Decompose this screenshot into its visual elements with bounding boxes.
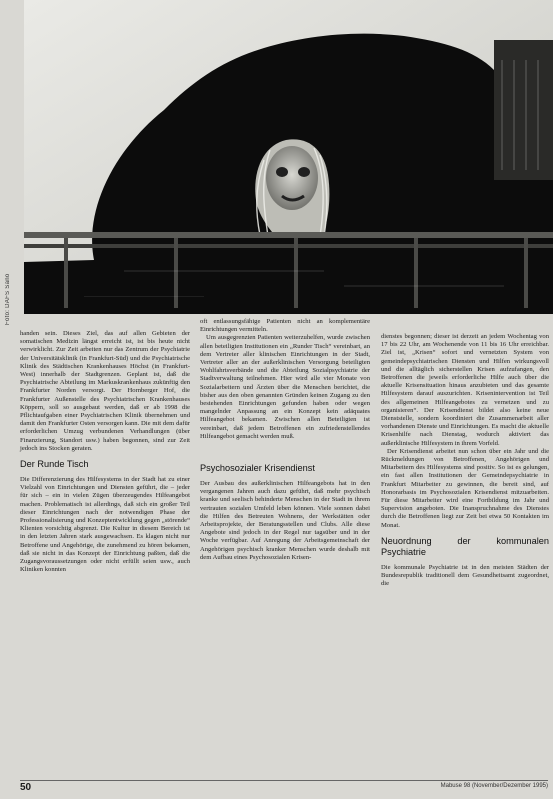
section-heading-neuordnung: Neuordnung der kommunalen Psychiatrie: [381, 535, 549, 557]
paragraph: dienstes begonnen; dieser ist derzeit an jedem Wochentag von 17 bis 22 Uhr, am Wochenende von 11 bis 16 Uhr erreichbar. Ziel ist, „Krisen“ sofort und vernetzten System von gemeindepsychiatrischen Diensten und Hilfen wirkungsvoll und die alltäglich sicherstellen Krisen aufzufangen, den Betroffenen die jeweils erforderliche Hilfe auch über die aktuelle Krisensituation hinaus anzubieten und das gesamte Hilfesystem darauf auszurichten. Krisenintervention ist Teil des allgemeinen Hilfeangebotes zu vernetzen und zu organisieren“. Der Krisendienst bildet also keine neue Dienststelle, sondern koordiniert die Zusammenarbeit aller vorhandenen Dienste und Einrichtungen. Es macht die aktuelle Krisenhilfe nach Dienstag, wodurch aktiviert das außerklinische Hilfesystem in ihrem Vorfeld.: [381, 333, 549, 447]
page-number: 50: [20, 782, 32, 793]
photo-credit: Foto: DAFS Sano: [5, 273, 11, 325]
paragraph: oft entlassungsfähige Patienten nicht an komplementäre Einrichtungen vermitteln.: [200, 318, 370, 334]
paragraph: Der Ausbau des außerklinischen Hilfeangebots hat in den vergangenen Jahren auch dazu geführt, daß mehr psychisch kranke und seelisch behinderte Menschen in der Stadt in ihrem vertrauten sozialen Umfeld leben können. Viele sonnen dabei die Hilfen des Betreuten Wohnens, der Werkstätten oder Arbeitsprojekte, der Beratungsstellen und Clubs. Alle diese Angebote sind jedoch in der Regel nur tagsüber und in der Woche verfügbar. Auf Anregung der Arbeitsgemeinschaft der Angehörigen psychisch kranker Menschen wurde deshalb mit dem Aufbau eines Psychosozialen Krisen-: [200, 480, 370, 561]
text-column-1: [20, 330, 190, 574]
paragraph: Um ausgegrenzten Patienten weiterzuhelfen, wurde zwischen allen beteiligten Institutionen ein „Runder Tisch“ vereinbart, an dem Vertreter aller klinischen Einrichtungen in der Stadt, Vertreter aller an der außerklinischen Versorgung beteiligten Wohlfahrtsverbände und die Abteilung Sozialpsychiatrie der Stadtverwaltung teilnehmen. Hier wird alle vier Monate von Sozialarbeitern und Ärzten über die Menschen berichtet, die bisher aus den oben genannten Gründen keinen Zugang zu den bestehenden Einrichtungen gefunden haben oder wegen mangelnder Anpassung an ein Konzept kein adäquates Hilfeangebot bekamen. Zwischen allen Beteiligten ist vereinbart, daß jedem Betroffenen ein zufriedenstellendes Hilfeangebot gemacht werden muß.: [200, 334, 370, 440]
page-footer: [20, 780, 548, 793]
paragraph: Die kommunale Psychiatrie ist in den meisten Städten der Bundesrepublik traditionell dem Gesundheitsamt zugeordnet, die: [381, 563, 549, 588]
portrait-illustration: [24, 0, 553, 314]
section-heading-runder-tisch: Der Runde Tisch: [20, 459, 89, 470]
text-column-3: [381, 333, 549, 588]
paragraph: Der Krisendienst arbeitet nun schon über ein Jahr und die Rückmeldungen von Betroffenen, Angehörigen und Mitarbeitern des Hilfesystems sind positiv. So ist es gelungen, ein fast allen Institutionen der Gemeindepsychiatrie in Frankfurt Mitarbeiter zu gewinnen, die bereit sind, auf Honorarbasis im Psychosozialen Krisendienst mitzuarbeiten. Für diese Mitarbeiter wird eine Fortbildung im Jahr und Supervision angeboten. Die Inanspruchnahme des Dienstes durch die Betroffenen liegt zur Zeit bei etwa 50 Kontakten im Monat.: [381, 447, 549, 529]
text-column-2: [200, 318, 370, 562]
section-heading-krisendienst: Psychosozialer Krisendienst: [200, 463, 315, 474]
paragraph: handen sein. Dieses Ziel, das auf allen Gebieten der somatischen Medizin längst erreicht ist, ist bis heute nicht verwirklicht. Zur Zeit arbeiten nur das Zentrum der Psychiatrie der Universitätsklinik (in Frankfurt-Süd) und die Psychiatrische Klinik des Städtischen Krankenhauses Höchst (in Frankfurt-West) innerhalb der Stadtgrenzen. Geplant ist, daß die Psychiatrische Abteilung im Markuskrankenhaus zukünftig den Frankfurter Norden versorgt. Der Hornberger Hof, die Frankfurter Außenstelle des Psychiatrischen Krankenhauses Köppern, soll so ausgebaut werden, daß er ab 1998 die Pflichtaufgaben einer Psychiatrischen Klinik übernehmen und damit den Frankfurter Osten versorgen kann. Die mit dem dafür erforderlichen Umzug verbundenen Verhandlungen (über Finanzierung, Standort usw.) haben begonnen, sind zur Zeit jedoch ins Stocken geraten.: [20, 330, 190, 452]
hero-photo: [24, 0, 553, 314]
magazine-issue: Mabuse 98 (November/Dezember 1995): [440, 783, 548, 789]
paragraph: Die Differenzierung des Hilfesystems in der Stadt hat zu einer Vielzahl von Einrichtungen und Diensten geführt, die – jeder für sich – ein in vielen Zügen überzeugendes Hilfeangebot machen. Problematisch ist allerdings, daß sich ein großer Teil dieser Einrichtungen nach der notwendigen Phase der Professionalisierung und Konzeptentwicklung gegen „störende“ Klienten vorsichtig abgrenzt. Die Kultur in diesem Bereich ist in den letzten Jahren stark ausgewachsen. Es klagen nicht nur Betroffene und Angehörige, die zunehmend zu hören bekamen, daß sie nicht in das Konzept der Einrichtung paßten, daß die Zugangsvoraussetzungen oder nicht erfüllt seien usw., auch Kliniken konnten: [20, 476, 190, 574]
